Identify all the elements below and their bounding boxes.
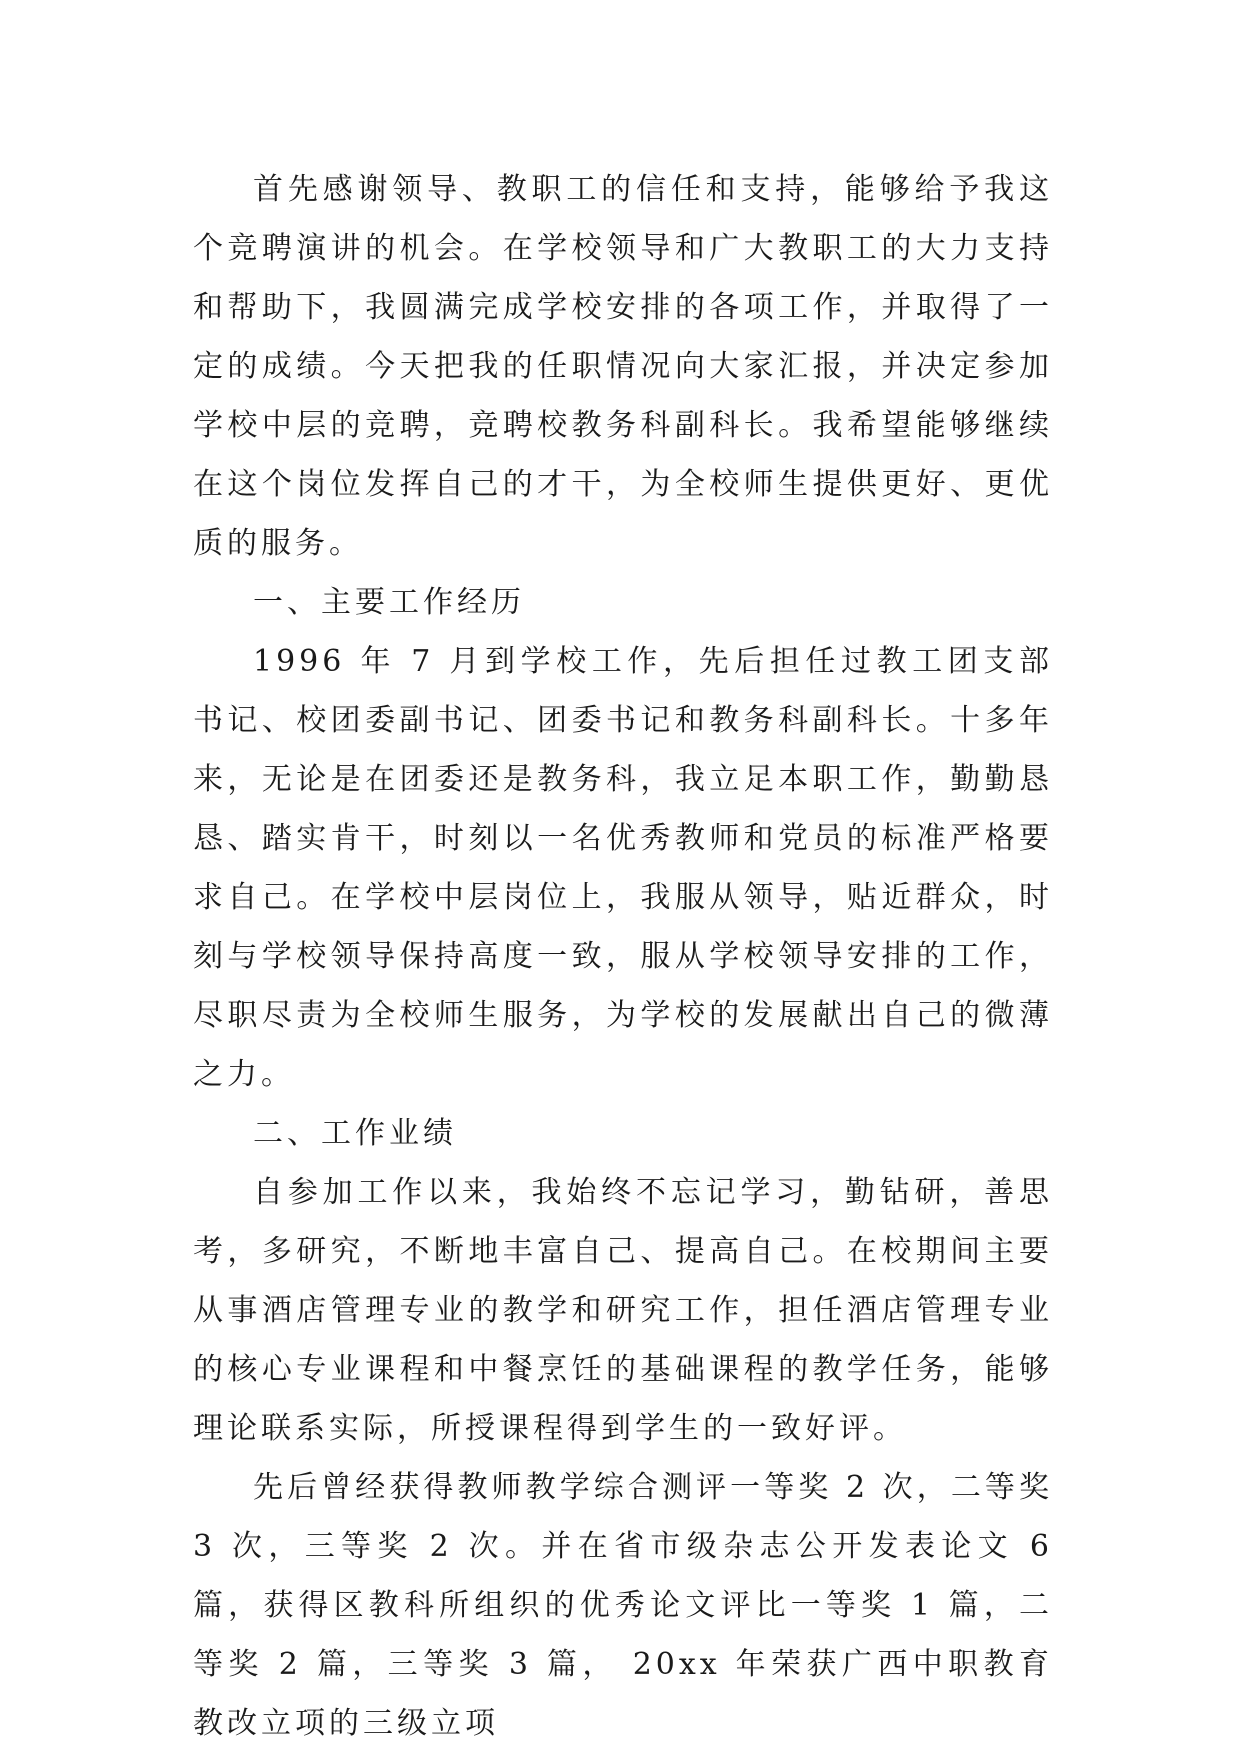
- document-body: [193, 160, 1053, 1753]
- paragraph-work-history: 1996 年 7 月到学校工作，先后担任过教工团支部书记、校团委副书记、团委书记和教务科副科长。十多年来，无论是在团委还是教务科，我立足本职工作，勤勤恳恳、踏实肯干，时刻以一名优秀教师和党员的标准严格要求自己。在学校中层岗位上，我服从领导，贴近群众，时刻与学校领导保持高度一致，服从学校领导安排的工作，尽职尽责为全校师生服务，为学校的发展献出自己的微薄之力。: [193, 644, 1053, 1092]
- section-heading-work-history: 一、主要工作经历: [253, 585, 525, 620]
- section-heading-achievements: 二、工作业绩: [253, 1116, 457, 1151]
- paragraph-awards: 先后曾经获得教师教学综合测评一等奖 2 次，二等奖 3 次，三等奖 2 次。并在省市级杂志公开发表论文 6 篇，获得区教科所组织的优秀论文评比一等奖 1 篇，二等奖 2 篇，三等奖 3 篇， 20xx 年荣获广西中职教育教改立项的三级立项: [193, 1470, 1053, 1741]
- paragraph-achievements: 自参加工作以来，我始终不忘记学习，勤钻研，善思考，多研究，不断地丰富自己、提高自己。在校期间主要从事酒店管理专业的教学和研究工作，担任酒店管理专业的核心专业课程和中餐烹饪的基础课程的教学任务，能够理论联系实际，所授课程得到学生的一致好评。: [193, 1175, 1053, 1446]
- paragraph-intro: 首先感谢领导、教职工的信任和支持，能够给予我这个竞聘演讲的机会。在学校领导和广大教职工的大力支持和帮助下，我圆满完成学校安排的各项工作，并取得了一定的成绩。今天把我的任职情况向大家汇报，并决定参加学校中层的竞聘，竞聘校教务科副科长。我希望能够继续在这个岗位发挥自己的才干，为全校师生提供更好、更优质的服务。: [193, 172, 1053, 561]
